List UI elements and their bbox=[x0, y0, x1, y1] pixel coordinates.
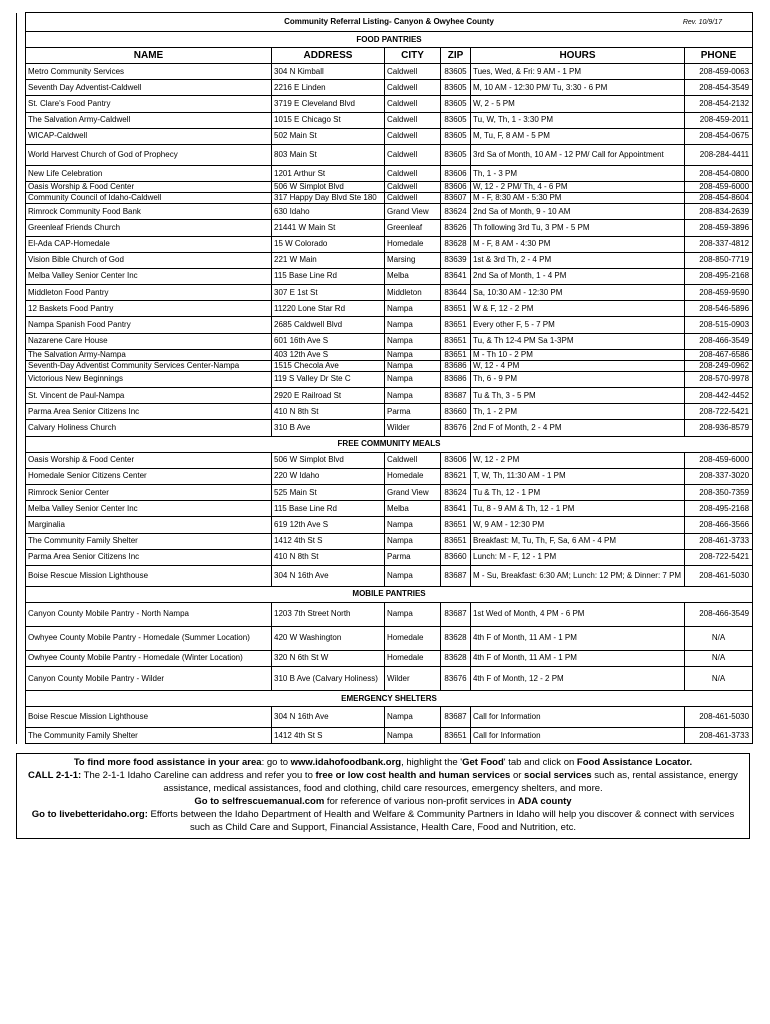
cell-phone[interactable]: 208-454-0800 bbox=[685, 165, 753, 181]
cell-zip: 83605 bbox=[441, 64, 471, 80]
cell-hours: Call for Information bbox=[471, 707, 685, 728]
cell-address: 2685 Caldwell Blvd bbox=[272, 317, 385, 333]
cell-name: The Community Family Shelter bbox=[26, 533, 272, 549]
cell-address: 310 B Ave (Calvary Holiness) bbox=[272, 667, 385, 691]
cell-address: 304 N Kimball bbox=[272, 64, 385, 80]
cell-name: Calvary Holiness Church bbox=[26, 420, 272, 436]
table-row bbox=[17, 549, 753, 565]
cell-address: 619 12th Ave S bbox=[272, 517, 385, 533]
cell-name: The Community Family Shelter bbox=[26, 728, 272, 744]
cell-zip: 83626 bbox=[441, 220, 471, 236]
cell-name: Middleton Food Pantry bbox=[26, 285, 272, 301]
livebetter-link[interactable]: Go to livebetteridaho.org: bbox=[31, 809, 148, 821]
cell-zip: 83687 bbox=[441, 565, 471, 586]
cell-address: 506 W Simplot Blvd bbox=[272, 452, 385, 468]
cell-zip: 83621 bbox=[441, 468, 471, 484]
cell-hours: Tu, & Th 12-4 PM Sa 1-3PM bbox=[471, 333, 685, 349]
cell-city: Middleton bbox=[385, 285, 441, 301]
cell-phone[interactable]: 208-459-2011 bbox=[685, 112, 753, 128]
cell-zip: 83628 bbox=[441, 236, 471, 252]
cell-phone[interactable]: 208-337-3020 bbox=[685, 468, 753, 484]
cell-name: Vision Bible Church of God bbox=[26, 252, 272, 268]
cell-city: Grand View bbox=[385, 484, 441, 500]
table-row bbox=[17, 285, 753, 301]
cell-name: New Life Celebration bbox=[26, 165, 272, 181]
cell-name: El-Ada CAP-Homedale bbox=[26, 236, 272, 252]
cell-address: 119 S Valley Dr Ste C bbox=[272, 371, 385, 387]
cell-city: Caldwell bbox=[385, 96, 441, 112]
cell-name: Rimrock Senior Center bbox=[26, 484, 272, 500]
cell-address: 220 W Idaho bbox=[272, 468, 385, 484]
cell-name: Boise Rescue Mission Lighthouse bbox=[26, 565, 272, 586]
cell-hours: Tu & Th, 3 - 5 PM bbox=[471, 388, 685, 404]
table-row bbox=[17, 301, 753, 317]
cell-phone[interactable]: 208-454-3549 bbox=[685, 80, 753, 96]
cell-hours: Tu, W, Th, 1 - 3:30 PM bbox=[471, 112, 685, 128]
table-row bbox=[17, 220, 753, 236]
referral-table bbox=[16, 12, 753, 744]
food-bank-link[interactable]: www.idahofoodbank.org bbox=[290, 757, 402, 769]
cell-zip: 83687 bbox=[441, 602, 471, 626]
cell-address: 21441 W Main St bbox=[272, 220, 385, 236]
cell-city: Nampa bbox=[385, 533, 441, 549]
cell-hours: 1st Wed of Month, 4 PM - 6 PM bbox=[471, 602, 685, 626]
cell-name: The Salvation Army-Caldwell bbox=[26, 112, 272, 128]
table-row bbox=[17, 268, 753, 284]
cell-city: Caldwell bbox=[385, 112, 441, 128]
cell-zip: 83624 bbox=[441, 204, 471, 220]
table-row bbox=[17, 349, 753, 360]
cell-hours: Every other F, 5 - 7 PM bbox=[471, 317, 685, 333]
cell-name: The Salvation Army-Nampa bbox=[26, 349, 272, 360]
cell-city: Nampa bbox=[385, 602, 441, 626]
cell-hours: M, 10 AM - 12:30 PM/ Tu, 3:30 - 6 PM bbox=[471, 80, 685, 96]
cell-address: 115 Base Line Rd bbox=[272, 268, 385, 284]
cell-city: Nampa bbox=[385, 565, 441, 586]
cell-address: 1015 E Chicago St bbox=[272, 112, 385, 128]
table-row bbox=[17, 707, 753, 728]
table-row bbox=[17, 667, 753, 691]
section-heading-free-community-meals: FREE COMMUNITY MEALS bbox=[26, 436, 753, 452]
cell-address: 304 N 16th Ave bbox=[272, 565, 385, 586]
cell-phone[interactable]: 208-337-4812 bbox=[685, 236, 753, 252]
cell-name: Oasis Worship & Food Center bbox=[26, 452, 272, 468]
cell-phone[interactable]: 208-461-3733 bbox=[685, 728, 753, 744]
cell-phone[interactable]: 208-454-8604 bbox=[685, 193, 753, 204]
cell-address: 403 12th Ave S bbox=[272, 349, 385, 360]
cell-zip: 83687 bbox=[441, 707, 471, 728]
cell-address: 2920 E Railroad St bbox=[272, 388, 385, 404]
table-row bbox=[17, 468, 753, 484]
table-row bbox=[17, 650, 753, 666]
table-row bbox=[17, 193, 753, 204]
cell-address: 1412 4th St S bbox=[272, 533, 385, 549]
column-header-hours: HOURS bbox=[471, 48, 685, 64]
cell-address: 803 Main St bbox=[272, 144, 385, 165]
cell-city: Wilder bbox=[385, 420, 441, 436]
cell-hours: Th, 1 - 2 PM bbox=[471, 404, 685, 420]
cell-hours: 4th F of Month, 11 AM - 1 PM bbox=[471, 626, 685, 650]
cell-phone[interactable]: 208-515-0903 bbox=[685, 317, 753, 333]
cell-address: 2216 E Linden bbox=[272, 80, 385, 96]
cell-name: Melba Valley Senior Center Inc bbox=[26, 268, 272, 284]
cell-city: Grand View bbox=[385, 204, 441, 220]
cell-name: 12 Baskets Food Pantry bbox=[26, 301, 272, 317]
cell-name: Boise Rescue Mission Lighthouse bbox=[26, 707, 272, 728]
cell-zip: 83605 bbox=[441, 80, 471, 96]
cell-phone[interactable]: 208-454-2132 bbox=[685, 96, 753, 112]
table-row bbox=[17, 484, 753, 500]
cell-city: Parma bbox=[385, 404, 441, 420]
cell-address: 310 B Ave bbox=[272, 420, 385, 436]
cell-phone[interactable]: 208-570-9978 bbox=[685, 371, 753, 387]
cell-zip: 83660 bbox=[441, 404, 471, 420]
cell-phone[interactable]: 208-722-5421 bbox=[685, 549, 753, 565]
cell-zip: 83651 bbox=[441, 517, 471, 533]
cell-hours: W, 12 - 2 PM/ Th, 4 - 6 PM bbox=[471, 182, 685, 193]
cell-phone[interactable]: 208-461-5030 bbox=[685, 707, 753, 728]
cell-name: St. Vincent de Paul-Nampa bbox=[26, 388, 272, 404]
cell-zip: 83605 bbox=[441, 112, 471, 128]
footer-211-line: CALL 2-1-1: The 2-1-1 Idaho Careline can address and refer you to free or low cost health and human services or social services such as, rental assistance, energy assistance, medical assistances, food and clothing, child care resources, emergency shelters, and more. bbox=[28, 770, 738, 795]
cell-city: Caldwell bbox=[385, 144, 441, 165]
cell-hours: Call for Information bbox=[471, 728, 685, 744]
cell-city: Nampa bbox=[385, 317, 441, 333]
cell-city: Nampa bbox=[385, 371, 441, 387]
cell-name: St. Clare's Food Pantry bbox=[26, 96, 272, 112]
table-row bbox=[17, 165, 753, 181]
table-row bbox=[17, 128, 753, 144]
cell-zip: 83628 bbox=[441, 626, 471, 650]
cell-city: Marsing bbox=[385, 252, 441, 268]
table-row bbox=[17, 501, 753, 517]
cell-phone: N/A bbox=[685, 650, 753, 666]
cell-hours: M - F, 8:30 AM - 5:30 PM bbox=[471, 193, 685, 204]
cell-phone[interactable]: 208-249-0962 bbox=[685, 360, 753, 371]
cell-zip: 83641 bbox=[441, 501, 471, 517]
cell-phone[interactable]: 208-495-2168 bbox=[685, 501, 753, 517]
referral-sheet bbox=[16, 12, 752, 839]
cell-zip: 83687 bbox=[441, 388, 471, 404]
cell-zip: 83644 bbox=[441, 285, 471, 301]
cell-address: 221 W Main bbox=[272, 252, 385, 268]
cell-name: WICAP-Caldwell bbox=[26, 128, 272, 144]
cell-hours: M - Th 10 - 2 PM bbox=[471, 349, 685, 360]
cell-zip: 83607 bbox=[441, 193, 471, 204]
cell-phone[interactable]: 208-722-5421 bbox=[685, 404, 753, 420]
cell-zip: 83651 bbox=[441, 333, 471, 349]
cell-phone[interactable]: 208-284-4411 bbox=[685, 144, 753, 165]
cell-hours: Th, 1 - 3 PM bbox=[471, 165, 685, 181]
cell-zip: 83676 bbox=[441, 667, 471, 691]
cell-address: 410 N 8th St bbox=[272, 549, 385, 565]
column-header-name: NAME bbox=[26, 48, 272, 64]
cell-phone[interactable]: 208-466-3566 bbox=[685, 517, 753, 533]
footer-selfrescue-line: Go to selfrescuemanual.com for reference of various non-profit services in ADA county bbox=[194, 796, 572, 808]
cell-name: Canyon County Mobile Pantry - Wilder bbox=[26, 667, 272, 691]
cell-phone[interactable]: 208-461-5030 bbox=[685, 565, 753, 586]
cell-phone[interactable]: 208-350-7359 bbox=[685, 484, 753, 500]
footer-food-bank-line: To find more food assistance in your area: go to www.idahofoodbank.org, highlight the 'Get Food' tab and click on Food Assistance Locator. bbox=[73, 757, 693, 769]
column-header-city: CITY bbox=[385, 48, 441, 64]
cell-zip: 83676 bbox=[441, 420, 471, 436]
cell-name: Oasis Worship & Food Center bbox=[26, 182, 272, 193]
cell-hours: W, 9 AM - 12:30 PM bbox=[471, 517, 685, 533]
cell-city: Caldwell bbox=[385, 165, 441, 181]
cell-city: Homedale bbox=[385, 468, 441, 484]
cell-hours: 4th F of Month, 11 AM - 1 PM bbox=[471, 650, 685, 666]
cell-zip: 83605 bbox=[441, 144, 471, 165]
cell-name: Homedale Senior Citizens Center bbox=[26, 468, 272, 484]
cell-city: Nampa bbox=[385, 517, 441, 533]
table-row bbox=[17, 404, 753, 420]
cell-address: 1515 Checola Ave bbox=[272, 360, 385, 371]
table-row bbox=[17, 452, 753, 468]
cell-hours: Lunch: M - F, 12 - 1 PM bbox=[471, 549, 685, 565]
cell-city: Nampa bbox=[385, 333, 441, 349]
table-row bbox=[17, 728, 753, 744]
cell-name: Parma Area Senior Citizens Inc bbox=[26, 404, 272, 420]
cell-zip: 83639 bbox=[441, 252, 471, 268]
cell-phone[interactable]: 208-466-3549 bbox=[685, 602, 753, 626]
cell-zip: 83651 bbox=[441, 533, 471, 549]
cell-zip: 83686 bbox=[441, 371, 471, 387]
cell-hours: W, 12 - 2 PM bbox=[471, 452, 685, 468]
cell-phone[interactable]: 208-459-6000 bbox=[685, 452, 753, 468]
cell-address: 11220 Lone Star Rd bbox=[272, 301, 385, 317]
cell-hours: 2nd Sa of Month, 1 - 4 PM bbox=[471, 268, 685, 284]
cell-hours: Sa, 10:30 AM - 12:30 PM bbox=[471, 285, 685, 301]
cell-address: 3719 E Cleveland Blvd bbox=[272, 96, 385, 112]
cell-zip: 83606 bbox=[441, 182, 471, 193]
cell-hours: 4th F of Month, 12 - 2 PM bbox=[471, 667, 685, 691]
cell-zip: 83651 bbox=[441, 317, 471, 333]
cell-phone[interactable]: 208-459-3896 bbox=[685, 220, 753, 236]
cell-hours: 2nd F of Month, 2 - 4 PM bbox=[471, 420, 685, 436]
cell-hours: Tu, 8 - 9 AM & Th, 12 - 1 PM bbox=[471, 501, 685, 517]
table-row bbox=[17, 388, 753, 404]
column-header-zip: ZIP bbox=[441, 48, 471, 64]
table-row bbox=[17, 626, 753, 650]
cell-city: Nampa bbox=[385, 728, 441, 744]
cell-city: Caldwell bbox=[385, 182, 441, 193]
cell-zip: 83606 bbox=[441, 452, 471, 468]
cell-hours: W, 12 - 4 PM bbox=[471, 360, 685, 371]
cell-name: Rimrock Community Food Bank bbox=[26, 204, 272, 220]
cell-city: Homedale bbox=[385, 626, 441, 650]
cell-phone[interactable]: 208-459-9590 bbox=[685, 285, 753, 301]
cell-zip: 83651 bbox=[441, 349, 471, 360]
cell-phone: N/A bbox=[685, 626, 753, 650]
cell-city: Wilder bbox=[385, 667, 441, 691]
cell-hours: 1st & 3rd Th, 2 - 4 PM bbox=[471, 252, 685, 268]
footer-livebetter-line: Go to livebetteridaho.org: Efforts between the Idaho Department of Health and Welfare & Community Partners in Idaho will help you discover & connect with services such as Child Care and Support, Financial Assistance, Health Care, Food and Nutrition, etc. bbox=[31, 809, 735, 834]
cell-city: Caldwell bbox=[385, 193, 441, 204]
cell-hours: Th, 6 - 9 PM bbox=[471, 371, 685, 387]
cell-phone[interactable]: 208-936-8579 bbox=[685, 420, 753, 436]
cell-phone[interactable]: 208-546-5896 bbox=[685, 301, 753, 317]
cell-name: Victorious New Beginnings bbox=[26, 371, 272, 387]
cell-city: Nampa bbox=[385, 388, 441, 404]
cell-name: Owhyee County Mobile Pantry - Homedale (Summer Location) bbox=[26, 626, 272, 650]
cell-address: 115 Base Line Rd bbox=[272, 501, 385, 517]
cell-city: Nampa bbox=[385, 707, 441, 728]
cell-zip: 83660 bbox=[441, 549, 471, 565]
cell-name: Marginalia bbox=[26, 517, 272, 533]
table-row bbox=[17, 565, 753, 586]
cell-hours: Tues, Wed, & Fri: 9 AM - 1 PM bbox=[471, 64, 685, 80]
cell-address: 307 E 1st St bbox=[272, 285, 385, 301]
cell-phone[interactable]: 208-459-0063 bbox=[685, 64, 753, 80]
cell-address: 1412 4th St S bbox=[272, 728, 385, 744]
cell-phone[interactable]: 208-454-0675 bbox=[685, 128, 753, 144]
cell-hours: Th following 3rd Tu, 3 PM - 5 PM bbox=[471, 220, 685, 236]
cell-address: 317 Happy Day Blvd Ste 180 bbox=[272, 193, 385, 204]
table-row bbox=[17, 333, 753, 349]
cell-zip: 83686 bbox=[441, 360, 471, 371]
cell-hours: W, 2 - 5 PM bbox=[471, 96, 685, 112]
cell-address: 1203 7th Street North bbox=[272, 602, 385, 626]
cell-name: Metro Community Services bbox=[26, 64, 272, 80]
cell-city: Nampa bbox=[385, 360, 441, 371]
table-row bbox=[17, 182, 753, 193]
table-row bbox=[17, 317, 753, 333]
cell-hours: Breakfast: M, Tu, Th, F, Sa, 6 AM - 4 PM bbox=[471, 533, 685, 549]
cell-address: 304 N 16th Ave bbox=[272, 707, 385, 728]
cell-name: Seventh Day Adventist-Caldwell bbox=[26, 80, 272, 96]
cell-hours: 2nd Sa of Month, 9 - 10 AM bbox=[471, 204, 685, 220]
cell-phone: N/A bbox=[685, 667, 753, 691]
cell-name: Seventh-Day Adventist Community Services Center-Nampa bbox=[26, 360, 272, 371]
cell-hours: Tu & Th, 12 - 1 PM bbox=[471, 484, 685, 500]
cell-address: 525 Main St bbox=[272, 484, 385, 500]
cell-address: 1201 Arthur St bbox=[272, 165, 385, 181]
cell-zip: 83651 bbox=[441, 301, 471, 317]
footer-notes bbox=[16, 753, 750, 839]
cell-phone[interactable]: 208-495-2168 bbox=[685, 268, 753, 284]
cell-zip: 83605 bbox=[441, 96, 471, 112]
cell-city: Homedale bbox=[385, 236, 441, 252]
cell-phone[interactable]: 208-442-4452 bbox=[685, 388, 753, 404]
cell-zip: 83624 bbox=[441, 484, 471, 500]
cell-hours: T, W, Th, 11:30 AM - 1 PM bbox=[471, 468, 685, 484]
cell-address: 410 N 8th St bbox=[272, 404, 385, 420]
table-row bbox=[17, 420, 753, 436]
table-row bbox=[17, 236, 753, 252]
cell-address: 320 N 6th St W bbox=[272, 650, 385, 666]
table-row bbox=[17, 371, 753, 387]
cell-name: Community Council of Idaho-Caldwell bbox=[26, 193, 272, 204]
table-row bbox=[17, 80, 753, 96]
cell-address: 15 W Colorado bbox=[272, 236, 385, 252]
cell-name: Parma Area Senior Citizens Inc bbox=[26, 549, 272, 565]
cell-address: 502 Main St bbox=[272, 128, 385, 144]
cell-hours: M - Su, Breakfast: 6:30 AM; Lunch: 12 PM; & Dinner: 7 PM bbox=[471, 565, 685, 586]
cell-city: Homedale bbox=[385, 650, 441, 666]
cell-city: Greenleaf bbox=[385, 220, 441, 236]
revision-date: Rev. 10/9/17 bbox=[682, 19, 723, 26]
table-row bbox=[17, 64, 753, 80]
cell-address: 506 W Simplot Blvd bbox=[272, 182, 385, 193]
cell-hours: 3rd Sa of Month, 10 AM - 12 PM/ Call for Appointment bbox=[471, 144, 685, 165]
cell-zip: 83651 bbox=[441, 728, 471, 744]
cell-zip: 83628 bbox=[441, 650, 471, 666]
page-title-text: Community Referral Listing- Canyon & Owyhee County bbox=[284, 17, 494, 26]
cell-city: Nampa bbox=[385, 301, 441, 317]
table-row bbox=[17, 96, 753, 112]
cell-hours: W & F, 12 - 2 PM bbox=[471, 301, 685, 317]
cell-hours: M - F, 8 AM - 4:30 PM bbox=[471, 236, 685, 252]
cell-zip: 83605 bbox=[441, 128, 471, 144]
table-row bbox=[17, 360, 753, 371]
table-row bbox=[17, 252, 753, 268]
cell-city: Caldwell bbox=[385, 80, 441, 96]
table-row bbox=[17, 602, 753, 626]
column-header-phone: PHONE bbox=[685, 48, 753, 64]
cell-phone[interactable]: 208-461-3733 bbox=[685, 533, 753, 549]
cell-name: Melba Valley Senior Center Inc bbox=[26, 501, 272, 517]
cell-name: Nampa Spanish Food Pantry bbox=[26, 317, 272, 333]
page-title bbox=[26, 13, 753, 32]
cell-name: Canyon County Mobile Pantry - North Nampa bbox=[26, 602, 272, 626]
section-heading-mobile-pantries: MOBILE PANTRIES bbox=[26, 586, 753, 602]
cell-city: Melba bbox=[385, 268, 441, 284]
column-header-address: ADDRESS bbox=[272, 48, 385, 64]
cell-city: Caldwell bbox=[385, 64, 441, 80]
table-row bbox=[17, 533, 753, 549]
table-row bbox=[17, 517, 753, 533]
selfrescue-link[interactable]: Go to selfrescuemanual.com bbox=[194, 796, 325, 808]
cell-city: Caldwell bbox=[385, 452, 441, 468]
cell-phone[interactable]: 208-834-2639 bbox=[685, 204, 753, 220]
cell-hours: M, Tu, F, 8 AM - 5 PM bbox=[471, 128, 685, 144]
cell-address: 420 W Washington bbox=[272, 626, 385, 650]
cell-phone[interactable]: 208-459-6000 bbox=[685, 182, 753, 193]
section-heading-emergency-shelters: EMERGENCY SHELTERS bbox=[26, 691, 753, 707]
cell-address: 630 Idaho bbox=[272, 204, 385, 220]
table-row bbox=[17, 112, 753, 128]
cell-name: World Harvest Church of God of Prophecy bbox=[26, 144, 272, 165]
cell-phone[interactable]: 208-850-7719 bbox=[685, 252, 753, 268]
cell-city: Parma bbox=[385, 549, 441, 565]
cell-name: Greenleaf Friends Church bbox=[26, 220, 272, 236]
cell-city: Nampa bbox=[385, 349, 441, 360]
cell-zip: 83606 bbox=[441, 165, 471, 181]
table-row bbox=[17, 144, 753, 165]
cell-city: Caldwell bbox=[385, 128, 441, 144]
cell-zip: 83641 bbox=[441, 268, 471, 284]
cell-city: Melba bbox=[385, 501, 441, 517]
cell-address: 601 16th Ave S bbox=[272, 333, 385, 349]
cell-phone[interactable]: 208-467-6586 bbox=[685, 349, 753, 360]
table-row bbox=[17, 204, 753, 220]
section-heading-food-pantries: FOOD PANTRIES bbox=[26, 32, 753, 48]
cell-name: Nazarene Care House bbox=[26, 333, 272, 349]
cell-name: Owhyee County Mobile Pantry - Homedale (Winter Location) bbox=[26, 650, 272, 666]
cell-phone[interactable]: 208-466-3549 bbox=[685, 333, 753, 349]
